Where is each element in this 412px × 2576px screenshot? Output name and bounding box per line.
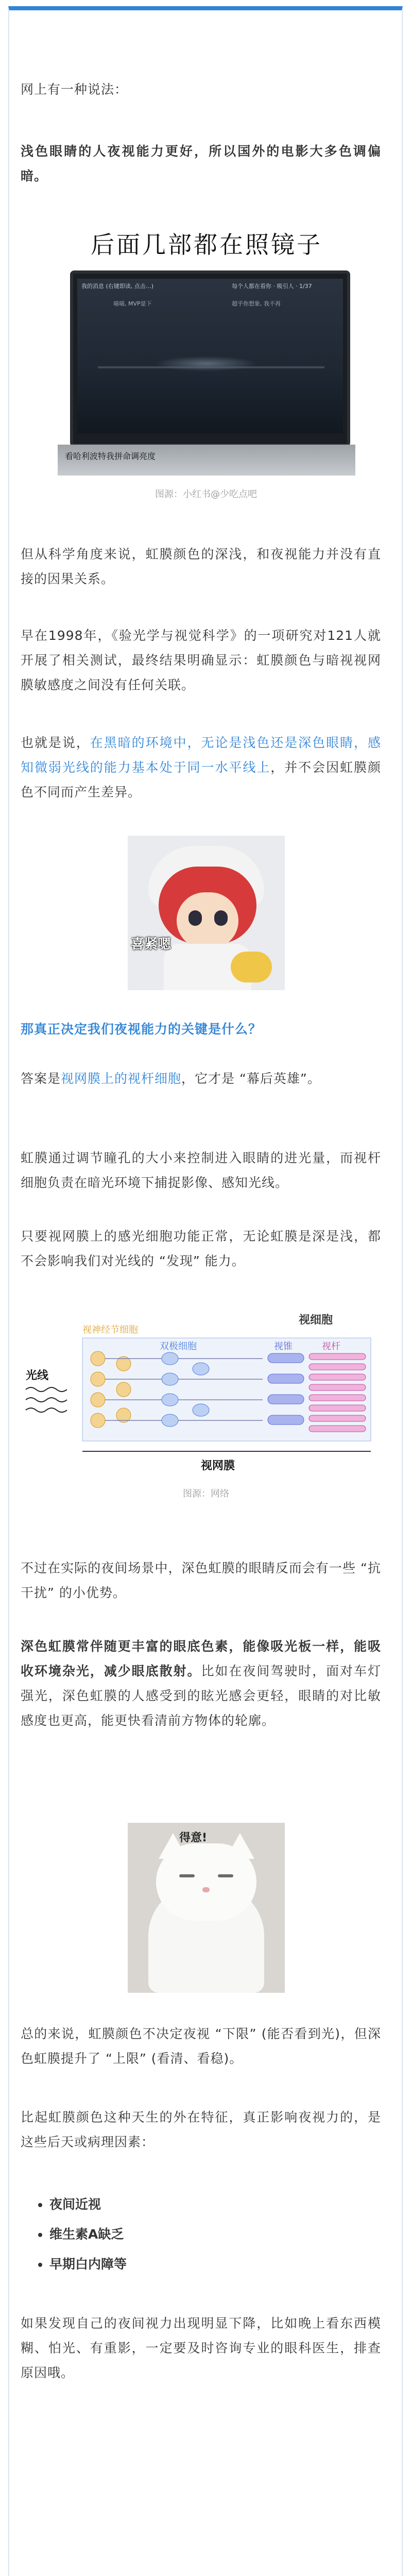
list-item: • 维生素A缺乏 [49,2219,379,2249]
paragraph-science: 但从科学角度来说，虹膜颜色的深浅，和夜视能力并没有直接的因果关系。 [21,547,381,586]
paragraph-function: 只要视网膜上的感光细胞功能正常，无论虹膜是深是浅，都不会影响我们对光线的 “发现” 能力。 [21,1229,381,1268]
paragraph-advice: 如果发现自己的夜间视力出现明显下降，比如晚上看东西模糊、怕光、有重影，一定要及时咨询专业的眼科医生，排查原因哦。 [21,2316,381,2380]
diagram-credit: 图源：网络 [183,1488,229,1499]
retina-diagram [21,1302,391,1477]
highlighted-term: 视网膜上的视杆细胞 [61,1071,182,1086]
paragraph-claim: 浅色眼睛的人夜视能力更好，所以国外的电影大多色调偏暗。 [21,144,381,183]
diagram-label-ganglion: 视神经节细胞 [82,1325,138,1335]
cat-photo [128,1823,285,1993]
diagram-label-rod: 视杆 [322,1341,340,1352]
section-heading: 那真正决定我们夜视能力的关键是什么？ [21,1022,262,1037]
diagram-label-photoreceptor: 视细胞 [299,1314,333,1327]
highlighted-text: 在黑暗的环境中，无论是浅色还是深色眼睛，感知微弱光线的能力基本处于同一水平线上 [21,735,381,775]
paragraph-advantage: 不过在实际的夜间场景中，深色虹膜的眼睛反而会有一些 “抗干扰” 的小优势。 [21,1561,381,1600]
photo-credit: 图源：小红书@少吃点吧 [155,489,257,500]
diagram-label-light: 光线 [26,1369,49,1382]
screen-image [77,279,343,433]
paragraph-summary: 总的来说，虹膜颜色不决定夜视 “下限” (能否看到光)，但深色虹膜提升了 “上限” (看清、看稳)。 [21,2026,381,2066]
paragraph-factors: 比起虹膜颜色这种天生的外在特征，真正影响夜视力的，是这些后天或病理因素： [21,2110,381,2149]
doll-label: 喜紧嗯 [131,937,171,952]
diagram-label-bipolar: 双极细胞 [160,1341,197,1352]
photo-overlay-text: 后面几部都在照镜子 [91,231,322,259]
screen-text-left: 我的消息 (右键即读, 点击…) [81,283,154,290]
factor-list [49,2190,379,2279]
screen-text-right: 每个人都在看你 · 吸引人 · 1/37 [232,283,312,290]
laptop-photo [58,214,355,476]
laptop-screen [70,270,350,447]
paragraph-conclusion: 也就是说，在黑暗的环境中，无论是浅色还是深色眼睛，感知微弱光线的能力基本处于同一水平线上，并不会因虹膜颜色不同而产生差异。 [21,735,381,800]
paragraph-answer: 答案是视网膜上的视杆细胞，它才是 “幕后英雄”。 [21,1071,321,1086]
list-item: • 夜间近视 [49,2190,379,2219]
diagram-label-retina: 视网膜 [201,1460,235,1472]
doll-photo [128,836,285,990]
paragraph-iris: 虹膜通过调节瞳孔的大小来控制进入眼睛的进光量，而视杆细胞负责在暗光环境下捕捉影像、感知光线。 [21,1150,381,1190]
diagram-label-cone: 视锥 [274,1341,293,1352]
paragraph-pigment: 深色虹膜常伴随更丰富的眼底色素，能像吸光板一样，能吸收环境杂光，减少眼底散射。比如在夜间驾驶时，面对车灯强光，深色虹膜的人感受到的眩光感会更轻，眼睛的对比敏感度也更高，能更快看清前方物体的轮廓。 [21,1639,381,1728]
cat-label: 得意! [179,1832,208,1844]
photo-bottom-text: 看哈利波特我拼命调亮度 [65,451,156,461]
paragraph-study: 早在1998年，《验光学与视觉科学》的一项研究对121人就开展了相关测试，最终结果明确显示：虹膜颜色与暗视视网膜敏感度之间没有任何关联。 [21,628,381,692]
screen-subtext-left: 喵喵, MVP是下 [113,300,152,307]
paragraph-intro: 网上有一种说法： [21,82,128,97]
list-item: • 早期白内障等 [49,2249,379,2279]
screen-subtext-right: 超乎你想象, 我不再 [232,300,281,307]
